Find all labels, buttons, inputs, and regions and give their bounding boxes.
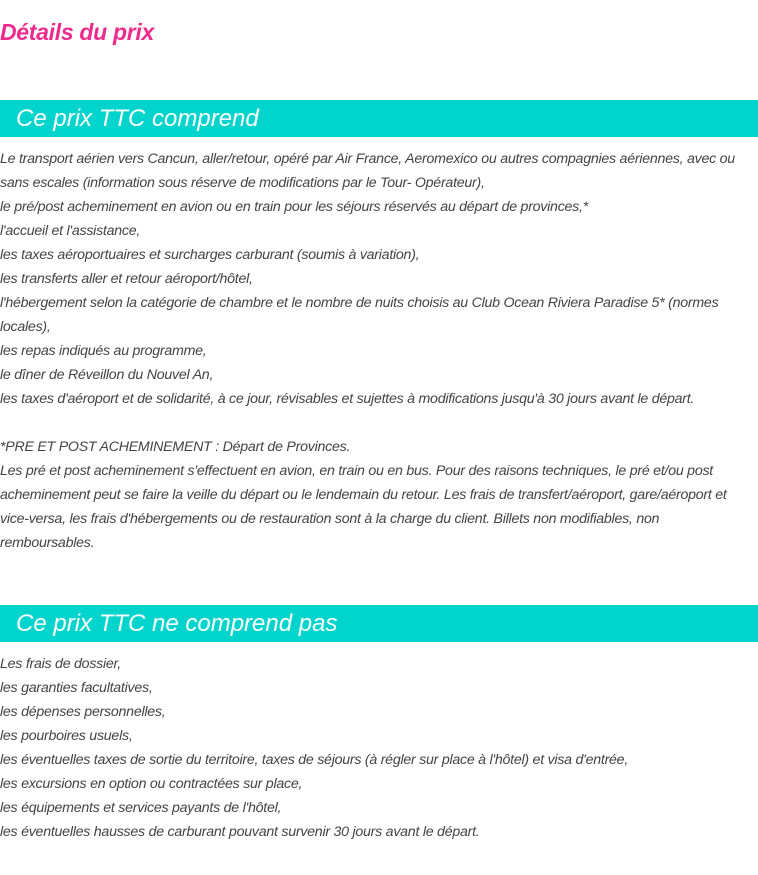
note-text: Les pré et post acheminement s'effectuent en avion, en train ou en bus. Pour des raisons techniques, le pré et/ou post acheminement peut se faire la veille du départ ou le lendemain du retour. Les frais de transfert/aéroport, gare/aéroport et vice-versa, les frais d'hébergements ou de restauration sont à la charge du client. Billets non modifiables, non remboursables. [0,463,727,551]
list-item: les taxes d'aéroport et de solidarité, à ce jour, révisables et sujettes à modifications jusqu'à 30 jours avant le départ. [0,391,695,407]
list-item: les dépenses personnelles, [0,704,166,720]
list-item: les équipements et services payants de l'hôtel, [0,800,282,816]
list-item: Les frais de dossier, [0,656,121,672]
list-item: Le transport aérien vers Cancun, aller/retour, opéré par Air France, Aeromexico ou autres compagnies aériennes, avec ou sans escales (information sous réserve de modifications par le Tour- Opérateur), [0,151,735,191]
list-item: le dîner de Réveillon du Nouvel An, [0,367,214,383]
list-item: les éventuelles taxes de sortie du territoire, taxes de séjours (à régler sur place à l'hôtel) et visa d'entrée, [0,752,629,768]
list-item: l'accueil et l'assistance, [0,223,141,239]
note-title: *PRE ET POST ACHEMINEMENT : Départ de Provinces. [0,439,351,455]
list-item: les excursions en option ou contractées sur place, [0,776,303,792]
list-item: le pré/post acheminement en avion ou en train pour les séjours réservés au départ de provinces,* [0,199,588,215]
list-item: les repas indiqués au programme, [0,343,207,359]
list-item: les taxes aéroportuaires et surcharges carburant (soumis à variation), [0,247,420,263]
page-title: Détails du prix [0,19,154,45]
list-item: les éventuelles hausses de carburant pouvant survenir 30 jours avant le départ. [0,824,480,840]
list-item: les pourboires usuels, [0,728,133,744]
included-section-heading: Ce prix TTC comprend [0,100,758,137]
spacer [0,411,752,435]
excluded-section-heading: Ce prix TTC ne comprend pas [0,605,758,642]
included-list [0,147,752,555]
list-item: les transferts aller et retour aéroport/hôtel, [0,271,253,287]
list-item: l'hébergement selon la catégorie de chambre et le nombre de nuits choisis au Club Ocean Riviera Paradise 5* (normes locales), [0,295,719,335]
excluded-list [0,652,752,844]
list-item: les garanties facultatives, [0,680,153,696]
